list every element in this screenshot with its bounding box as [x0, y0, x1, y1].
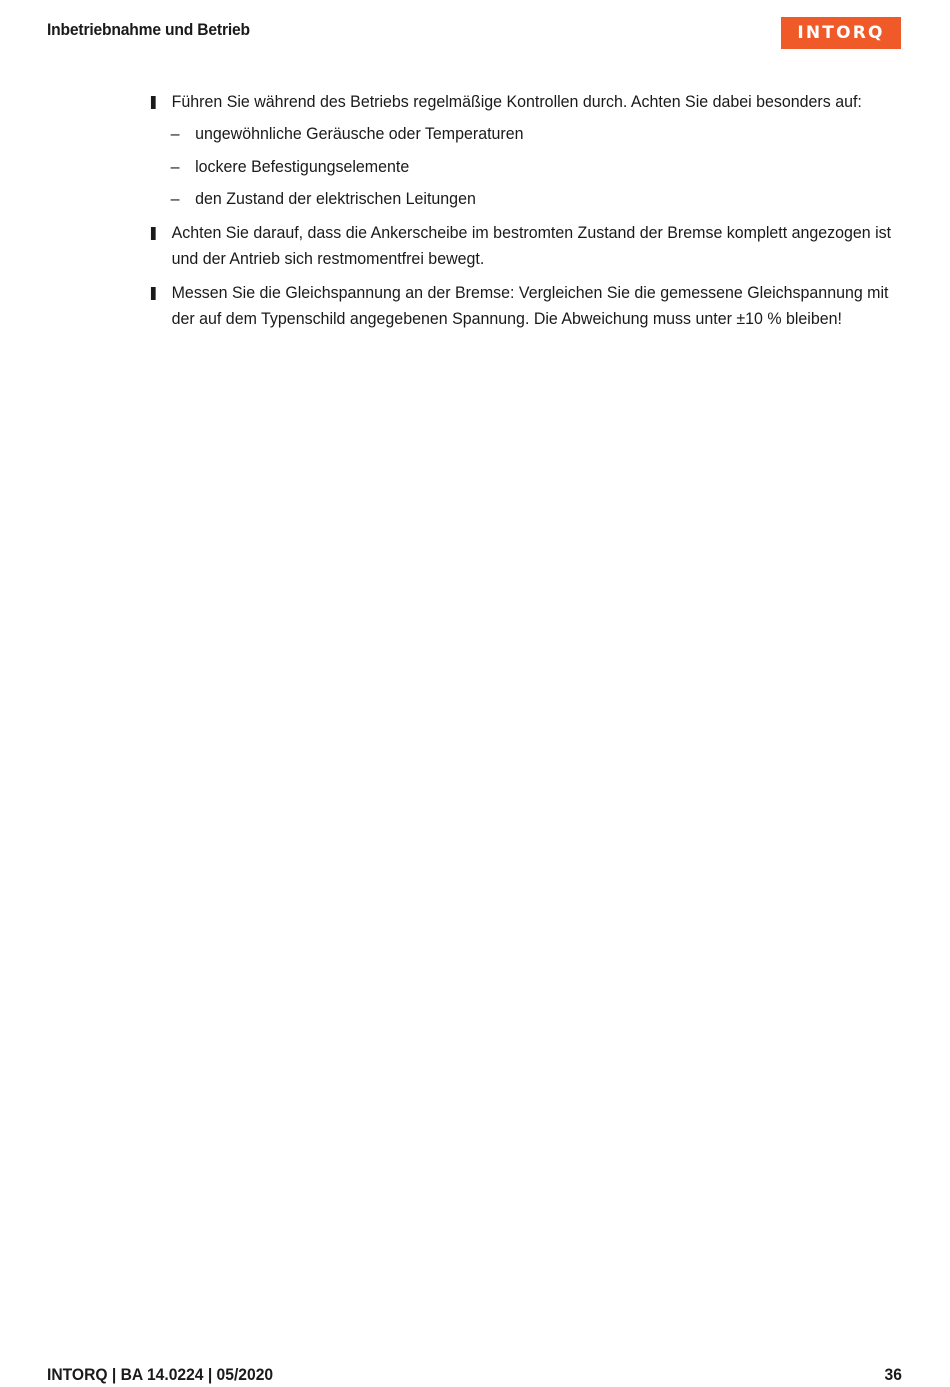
instruction-list	[150, 89, 910, 332]
sublist-item	[150, 154, 864, 180]
bullet-item	[150, 89, 914, 115]
intorq-logo	[781, 17, 901, 49]
bullet-marker-icon	[151, 287, 156, 300]
bullet-item	[150, 280, 914, 332]
sublist-item-text: ungewöhnliche Geräusche oder Temperaturen	[195, 124, 524, 143]
bullet-item	[150, 220, 914, 272]
sublist-item-text: den Zustand der elektrischen Leitungen	[195, 189, 476, 208]
dash-icon: –	[170, 156, 180, 176]
sublist-item-text: lockere Befestigungselemente	[195, 156, 410, 176]
sublist-item	[150, 121, 864, 147]
bullet-text: Achten Sie darauf, dass die Ankerscheibe im bestromten Zustand der Bremse komplett angezogen ist und der Antrieb sich restmomentfrei bewegt.	[171, 223, 892, 268]
logo-text: INTORQ	[797, 22, 885, 43]
bullet-marker-icon	[151, 227, 156, 240]
dash-icon: –	[170, 124, 180, 143]
bullet-text: Messen Sie die Gleichspannung an der Bremse: Vergleichen Sie die gemessene Gleichspannung mit der auf dem Typenschild angegebenen Spannung. Die Abweichung muss unter ±10 % bleiben!	[171, 283, 889, 328]
sublist-item	[150, 186, 864, 212]
check-sublist	[150, 121, 910, 212]
bullet-marker-icon	[151, 96, 156, 109]
bullet-text: Führen Sie während des Betriebs regelmäßige Kontrollen durch. Achten Sie dabei besonders auf:	[171, 92, 862, 111]
footer-doc-reference: INTORQ | BA 14.0224 | 05/2020	[47, 1365, 274, 1384]
page-header-title: Inbetriebnahme und Betrieb	[47, 20, 250, 39]
dash-icon: –	[170, 189, 180, 208]
footer-page-number: 36	[884, 1365, 902, 1384]
